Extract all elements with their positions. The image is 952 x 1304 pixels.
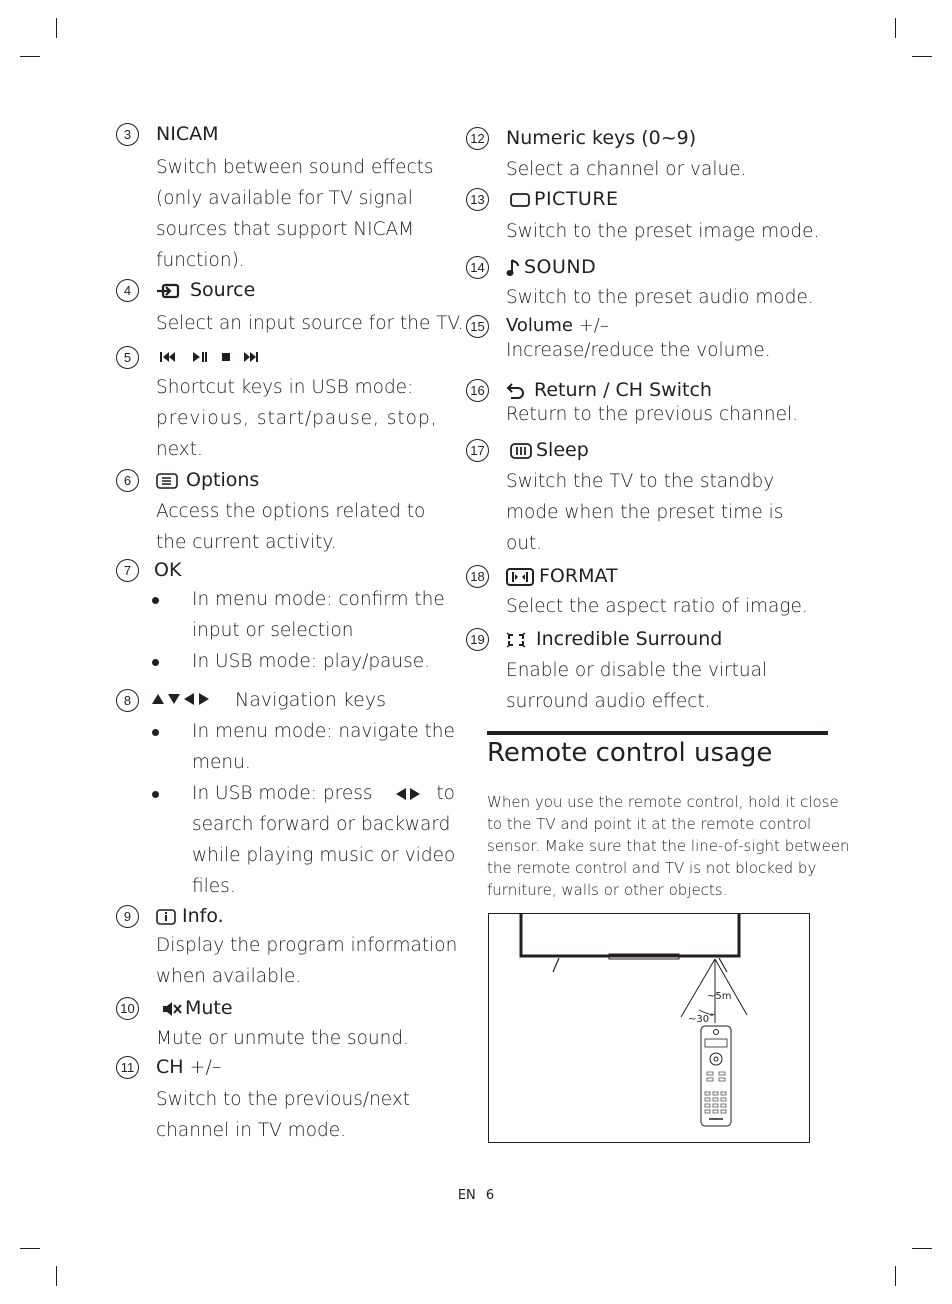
item-number: 5 — [116, 346, 139, 369]
item-title: Mute — [162, 997, 233, 1019]
item-number: 10 — [116, 997, 139, 1020]
item-description: Switch between sound effects (only available for TV signal sources that support NICAM function). — [156, 157, 434, 271]
item-number: 6 — [116, 469, 139, 492]
item-description: Switch to the preset audio mode. — [506, 287, 814, 308]
item-number: 16 — [466, 379, 489, 402]
item-number: 19 — [466, 628, 489, 651]
item-title: Options — [156, 469, 259, 491]
section-body: When you use the remote control, hold it close to the TV and point it at the remote control sensor. Make sure that the line-of-sight between the remote control and TV is not blocked by furniture, walls or other objects. — [487, 793, 850, 899]
item-description: Shortcut keys in USB mode: previous, start/pause, stop, next. — [156, 377, 438, 460]
item-title: Return / CH Switch — [506, 379, 712, 401]
navigation-arrows-icon — [152, 692, 218, 706]
item-number: 11 — [116, 1056, 139, 1079]
crop-mark — [912, 1248, 932, 1249]
item-number: 9 — [116, 905, 139, 928]
item-title: Source — [156, 279, 255, 301]
remote-illustration — [701, 1026, 731, 1126]
item-title: Sleep — [510, 439, 589, 461]
format-icon — [506, 568, 534, 586]
crop-mark — [20, 1248, 40, 1249]
picture-icon — [510, 192, 530, 208]
item-title: Numeric keys (0~9) — [506, 127, 697, 149]
item-description: Switch the TV to the standby mode when the preset time is out. — [506, 471, 784, 554]
item-number: 18 — [466, 565, 489, 588]
crop-mark — [20, 56, 40, 57]
item-number: 13 — [466, 188, 489, 211]
item-title: FORMAT — [506, 565, 618, 587]
surround-icon — [506, 631, 526, 649]
item-title: PICTURE — [510, 188, 619, 210]
diagram-illustration — [489, 914, 809, 1142]
crop-mark — [56, 18, 57, 38]
item-description: Increase/reduce the volume. — [506, 340, 771, 361]
previous-icon — [160, 352, 162, 362]
source-icon — [156, 282, 182, 300]
item-number: 4 — [116, 279, 139, 302]
item-description: Access the options related to the current activity. — [156, 501, 426, 553]
item-description: Select a channel or value. — [506, 159, 747, 180]
item-number: 17 — [466, 439, 489, 462]
item-number: 8 — [116, 689, 139, 712]
page-footer — [0, 1188, 952, 1203]
tv-illustration — [521, 914, 739, 972]
item-number: 3 — [116, 123, 139, 146]
crop-mark — [56, 1266, 57, 1286]
sleep-icon — [510, 443, 532, 459]
item-number: 7 — [116, 559, 139, 582]
section-heading: Remote control usage — [487, 738, 773, 768]
item-title: Incredible Surround — [506, 628, 722, 650]
footer-page-number: 6 — [485, 1188, 495, 1203]
mute-icon — [162, 1001, 182, 1017]
item-title: Navigation keys — [235, 689, 387, 711]
footer-language: EN — [457, 1188, 476, 1203]
item-title: SOUND — [506, 256, 596, 278]
item-title: Info. — [156, 905, 224, 927]
item-title: Volume +/– — [506, 315, 609, 336]
item-description: Enable or disable the virtual surround audio effect. — [506, 660, 768, 712]
item-title: NICAM — [156, 123, 219, 145]
item-number: 14 — [466, 256, 489, 279]
item-bullets: In menu mode: confirm the input or selection In USB mode: play/pause. — [152, 584, 445, 677]
item-number: 15 — [466, 315, 489, 338]
item-description: Return to the previous channel. — [506, 404, 799, 425]
item-description: Select the aspect ratio of image. — [506, 596, 808, 617]
music-note-icon — [506, 259, 520, 277]
item-title: CH +/– — [156, 1056, 222, 1078]
item-description: Switch to the preset image mode. — [506, 221, 820, 242]
item-description: Select an input source for the TV. — [156, 313, 464, 334]
playback-icons — [160, 350, 266, 364]
info-icon — [156, 909, 176, 925]
play-pause-icon — [193, 352, 207, 362]
section-rule — [487, 731, 828, 735]
item-title: OK — [154, 559, 182, 581]
remote-usage-diagram — [488, 913, 810, 1143]
crop-mark — [912, 56, 932, 57]
return-icon — [506, 383, 524, 399]
left-right-arrows-icon — [392, 787, 424, 801]
item-bullets: In menu mode: navigate the menu. In USB mode: press to search forward or backward while playing music or video files. — [152, 716, 455, 902]
angle-label: ~30˚ — [688, 1014, 715, 1025]
item-description: Switch to the previous/next channel in TV mode. — [156, 1089, 411, 1141]
options-icon — [156, 473, 178, 489]
item-description: Mute or unmute the sound. — [156, 1028, 409, 1049]
stop-icon — [222, 353, 230, 361]
next-icon — [244, 352, 258, 362]
crop-mark — [895, 18, 896, 38]
crop-mark — [895, 1266, 896, 1286]
item-number: 12 — [466, 127, 489, 150]
distance-label: ~5m — [707, 991, 732, 1002]
item-description: Display the program information when available. — [156, 935, 458, 987]
